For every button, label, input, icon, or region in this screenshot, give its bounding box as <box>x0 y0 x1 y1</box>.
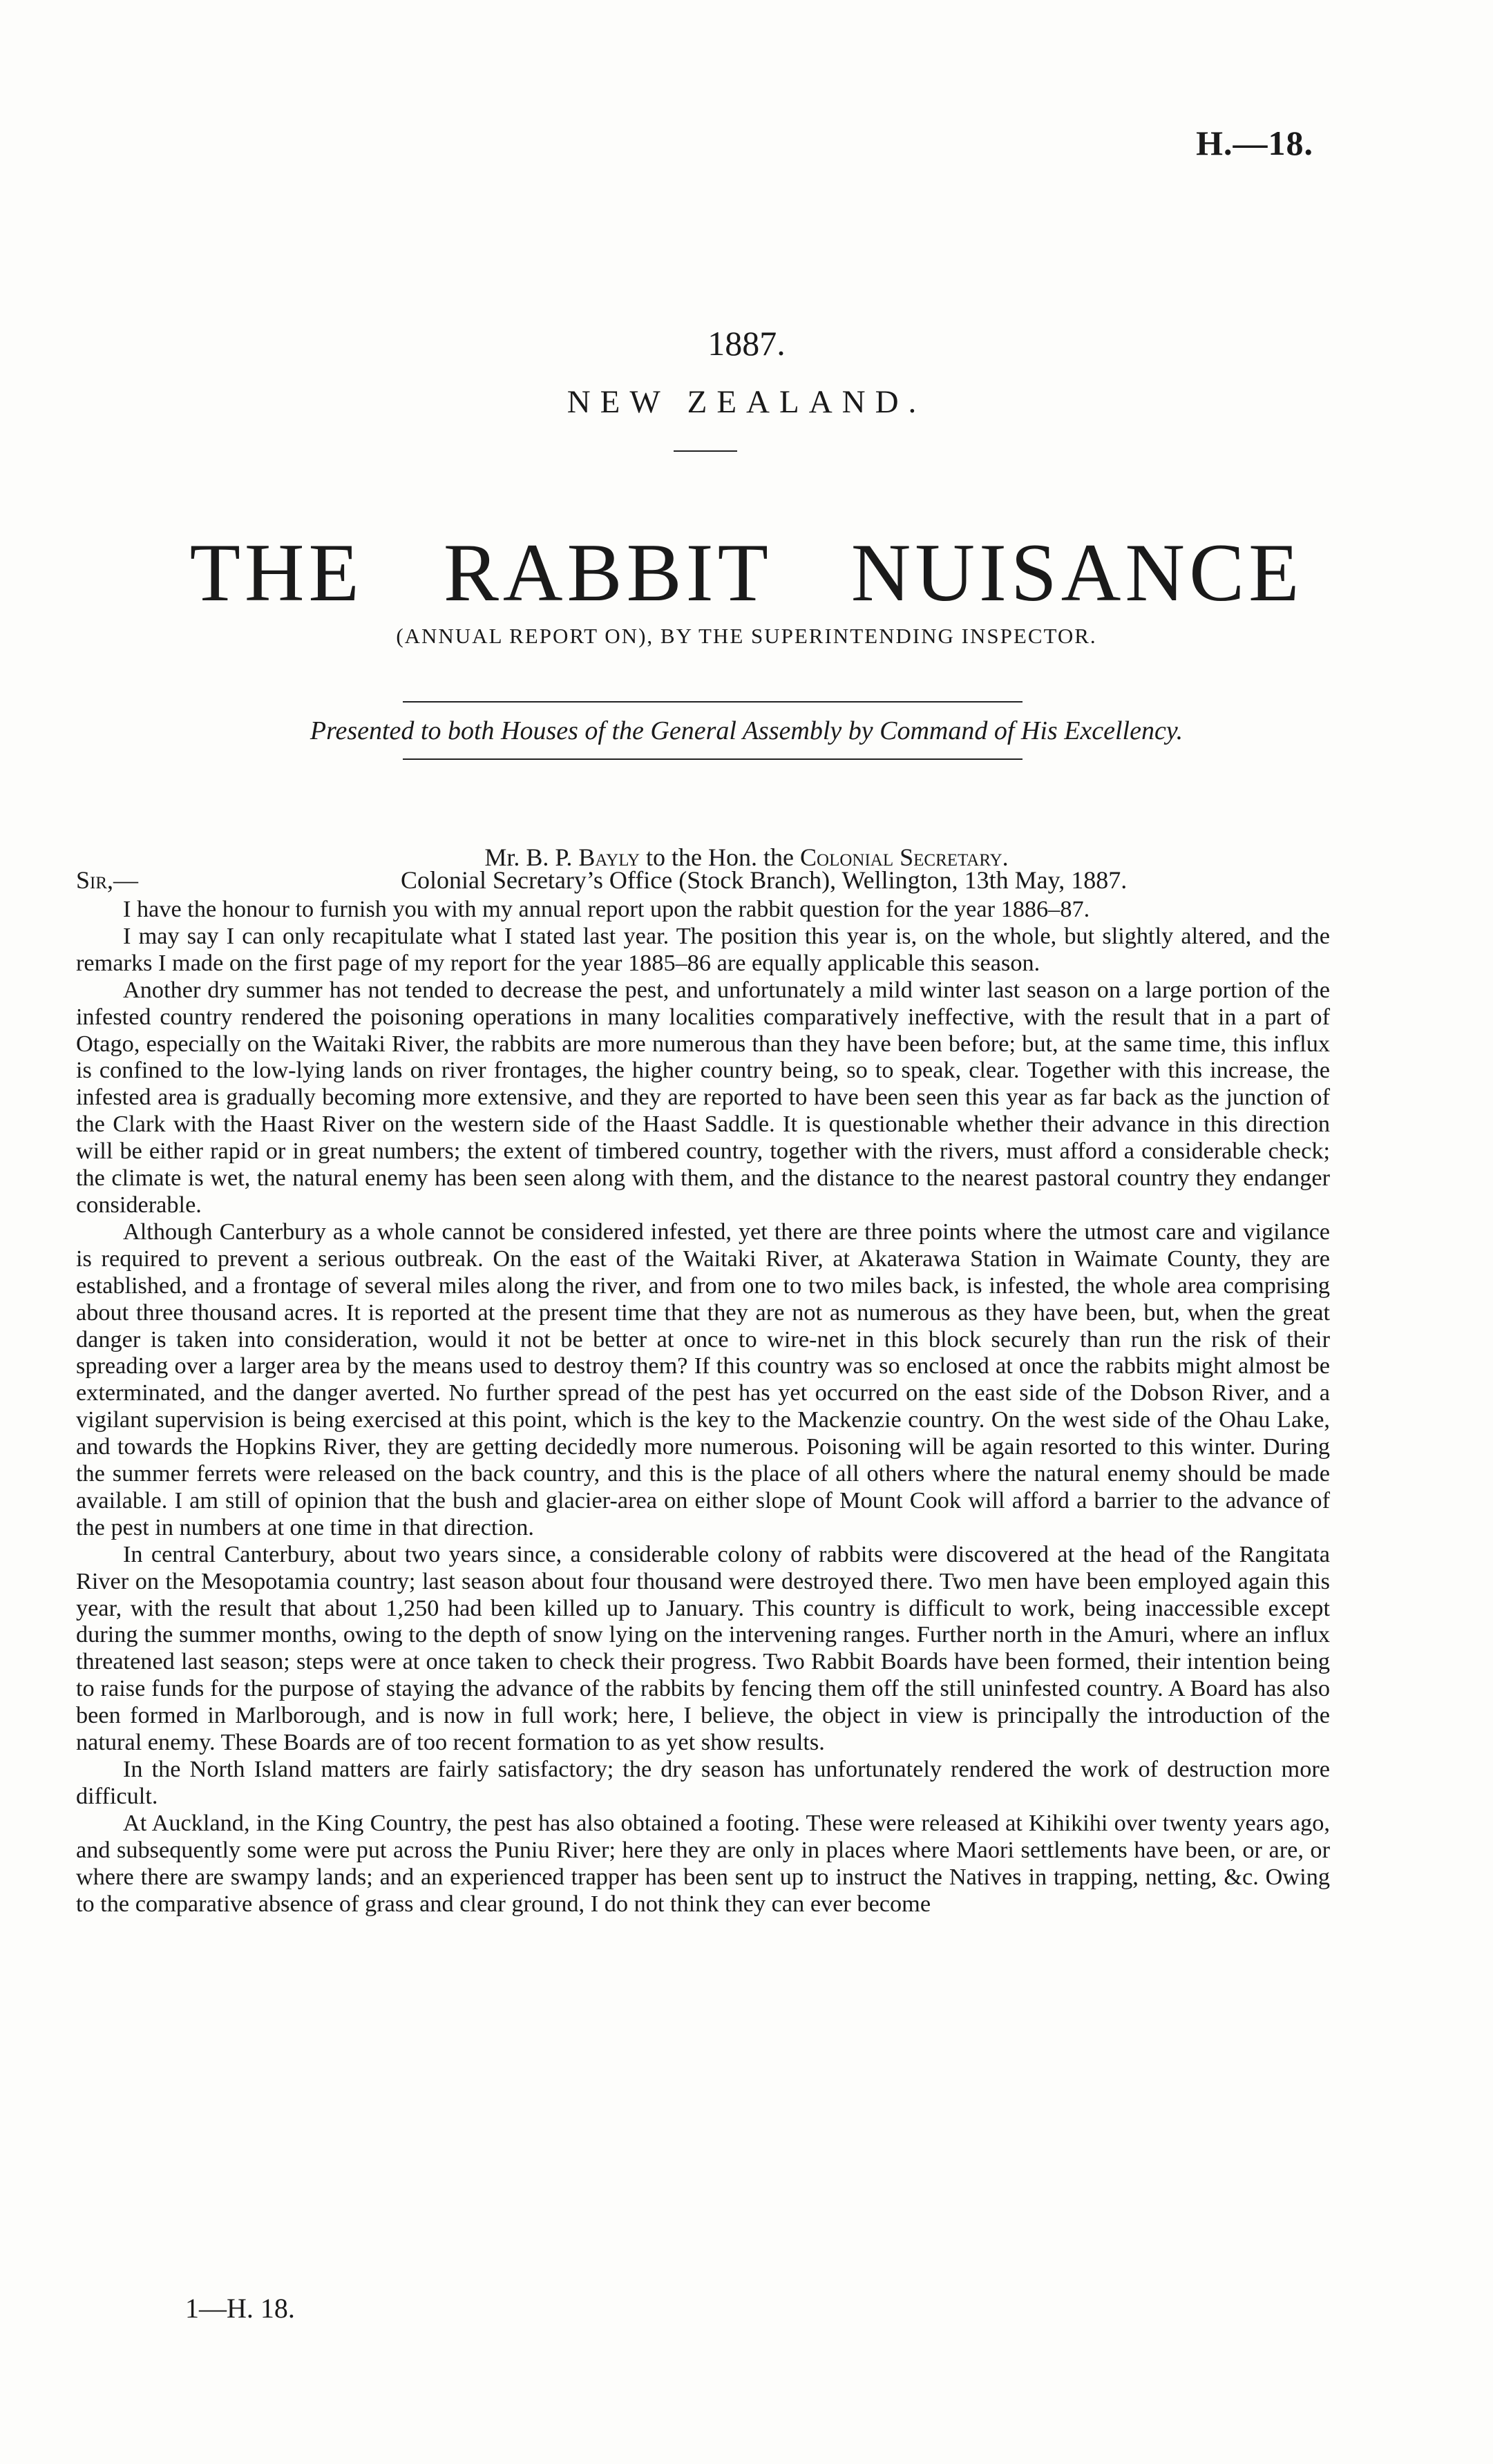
short-divider <box>674 450 737 452</box>
country-heading: NEW ZEALAND. <box>567 384 926 420</box>
document-title: THE RABBIT NUISANCE <box>189 526 1304 618</box>
document-subtitle: (ANNUAL REPORT ON), BY THE SUPERINTENDING INSPECTOR. <box>396 624 1097 648</box>
paragraph: Although Canterbury as a whole cannot be considered infested, yet there are three points where the utmost care and vigilance is required to prevent a serious outbreak. On the east of the Waitaki River, at Akaterawa Station in Waimate County, they are established, and a frontage of several miles along the river, and from one to two miles back, is infested, the whole area comprising about three thousand acres. It is reported at the present time that they are not as numerous as they have been, but, when the great danger is taken into consideration, would it not be better at once to wire-net in this block securely than run the risk of their spreading over a larger area by the means used to destroy them? If this country was so enclosed at once the rabbits might almost be exterminated, and the danger averted. No further spread of the pest has yet occurred on the east side of the Dobson River, and a vigilant supervision is being exercised at this point, which is the key to the Mackenzie country. On the west side of the Ohau Lake, and towards the Hopkins River, they are getting decidedly more numerous. Poisoning will be again resorted to this winter. During the summer ferrets were released on the back country, and this is the place of all others where the natural enemy should be made available. I am still of opinion that the bush and glacier-area on either slope of Mount Cook will afford a barrier to the advance of the pest in numbers at one time in that direction. <box>76 1218 1330 1540</box>
paragraph: Another dry summer has not tended to decrease the pest, and unfortunately a mild winter last season on a large portion of the infested country rendered the poisoning operations in many localities comparatively ineffective, with the result that in a part of Otago, especially on the Waitaki River, the rabbits are more numerous than they have been before; but, at the same time, this influx is confined to the low-lying lands on river frontages, the higher country being, so to speak, clear. Together with this increase, the infested area is gradually becoming more extensive, and they are reported to have been seen this year as far back as the junction of the Clark with the Haast River on the western side of the Haast Saddle. It is questionable whether their advance in this direction will be either rapid or in great numbers; the extent of timbered country, together with the rivers, must afford a considerable check; the climate is wet, the natural enemy has been seen along with them, and the distance to the nearest pastoral country they endanger considerable. <box>76 976 1330 1218</box>
divider-bottom <box>403 758 1023 760</box>
divider-top <box>403 701 1023 703</box>
document-year: 1887. <box>707 324 786 363</box>
addressee-connector: to the Hon. the <box>640 843 800 871</box>
sender-surname: Bayly <box>578 843 640 871</box>
letter-body <box>76 896 1330 1917</box>
paragraph: In the North Island matters are fairly satisfactory; the dry season has unfortunately rendered the work of destruction more difficult. <box>76 1756 1330 1809</box>
document-code: H.—18. <box>1196 124 1313 162</box>
paragraph: In central Canterbury, about two years since, a considerable colony of rabbits were discovered at the head of the Rangitata River on the Mesopotamia country; last season about four thousand were destroyed there. Two men have been employed again this year, with the result that about 1,250 had been killed up to January. This country is difficult to work, being inaccessible except during the summer months, owing to the depth of snow lying on the intervening ranges. Further north in the Amuri, where an influx threatened last season; steps were at once taken to check their progress. Two Rabbit Boards have been formed, their intention being to raise funds for the purpose of staying the advance of the rabbits by fencing them off the still uninfested country. A Board has also been formed in Marlborough, and is now in full work; here, I believe, the object in view is principally the introduction of the natural enemy. These Boards are of too recent formation to as yet show results. <box>76 1540 1330 1756</box>
paragraph: I may say I can only recapitulate what I stated last year. The position this year is, on the whole, but slightly altered, and the remarks I made on the first page of my report for the year 1885–86 are equally applicable this season. <box>76 922 1330 976</box>
sender-name: Mr. B. P. <box>484 843 579 871</box>
paragraph: I have the honour to furnish you with my annual report upon the rabbit question for the year 1886–87. <box>123 896 1090 922</box>
presented-line: Presented to both Houses of the General Assembly by Command of His Excellency. <box>310 716 1183 745</box>
page-signature: 1—H. 18. <box>185 2293 295 2324</box>
paragraph: At Auckland, in the King Country, the pest has also obtained a footing. These were released at Kihikihi over twenty years ago, and subsequently some were put across the Puniu River; here they are only in places where Maori settlements have been, or are, or where there are swampy lands; and an experienced trapper has been sent up to instruct the Natives in trapping, netting, &c. Owing to the comparative absence of grass and clear ground, I do not think they can ever become <box>76 1809 1330 1917</box>
letter-salutation: Sir,— <box>76 866 139 894</box>
letter-dateline: Colonial Secretary’s Office (Stock Branch), Wellington, 13th May, 1887. <box>401 866 1128 894</box>
recipient-office: Colonial Secretary. <box>800 843 1009 871</box>
